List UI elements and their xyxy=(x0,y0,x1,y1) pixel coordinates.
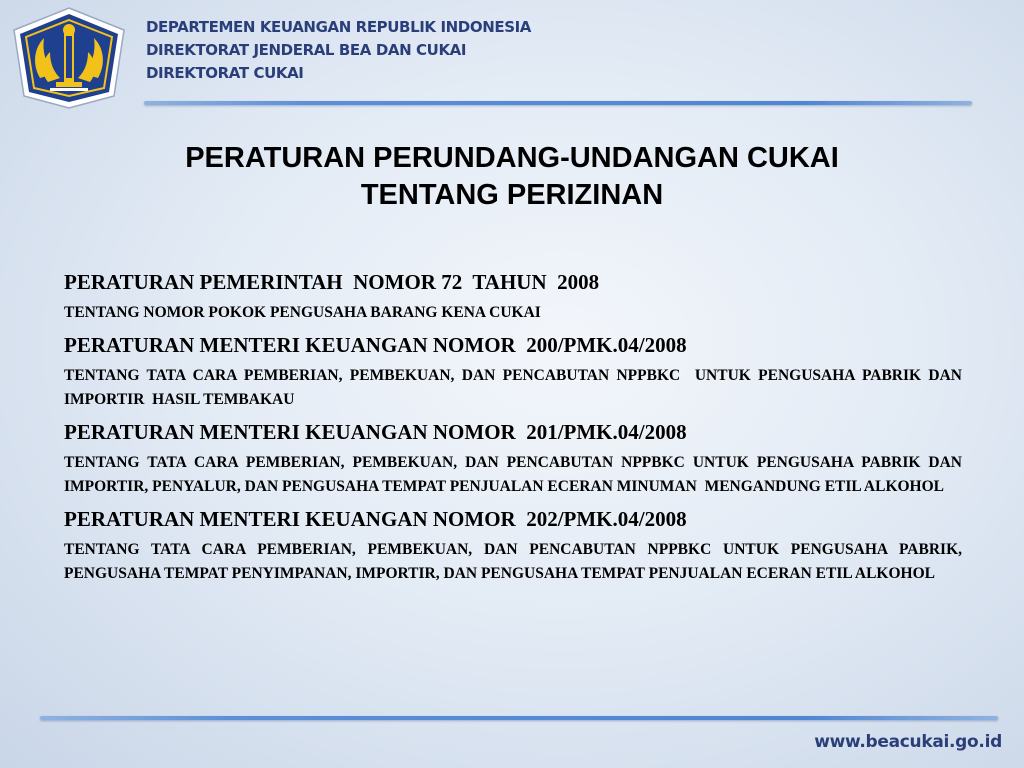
regulation-item xyxy=(64,418,966,499)
regulation-list xyxy=(64,268,966,586)
header-directorate-general: DIREKTORAT JENDERAL BEA DAN CUKAI xyxy=(146,41,467,59)
website-url[interactable]: www.beacukai.go.id xyxy=(814,732,1002,752)
bottom-divider xyxy=(40,716,998,720)
regulation-heading: PERATURAN MENTERI KEUANGAN NOMOR 201/PMK.04/2008 xyxy=(64,420,687,444)
regulation-heading: PERATURAN MENTERI KEUANGAN NOMOR 202/PMK.04/2008 xyxy=(64,507,687,531)
regulation-description: TENTANG TATA CARA PEMBERIAN, PEMBEKUAN, DAN PENCABUTAN NPPBKC UNTUK PENGUSAHA PABRIK DAN IMPORTIR HASIL TEMBAKAU xyxy=(64,367,966,408)
regulation-item xyxy=(64,505,966,586)
top-divider xyxy=(144,101,972,105)
slide-title xyxy=(0,140,1024,214)
regulation-item xyxy=(64,331,966,412)
kemenkeu-logo-icon xyxy=(10,6,128,110)
header-ministry: DEPARTEMEN KEUANGAN REPUBLIK INDONESIA xyxy=(146,18,531,36)
header-directorate: DIREKTORAT CUKAI xyxy=(146,64,304,82)
regulation-description: TENTANG NOMOR POKOK PENGUSAHA BARANG KENA CUKAI xyxy=(64,304,541,321)
regulation-item xyxy=(64,268,962,325)
slide-title-line-1: PERATURAN PERUNDANG-UNDANGAN CUKAI xyxy=(185,142,839,174)
regulation-description: TENTANG TATA CARA PEMBERIAN, PEMBEKUAN, DAN PENCABUTAN NPPBKC UNTUK PENGUSAHA PABRIK DAN IMPORTIR, PENYALUR, DAN PENGUSAHA TEMPAT PENJUALAN ECERAN MINUMAN MENGANDUNG ETIL ALKOHOL xyxy=(64,454,966,495)
regulation-heading: PERATURAN PEMERINTAH NOMOR 72 TAHUN 2008 xyxy=(64,270,600,294)
institution-header xyxy=(146,16,531,85)
slide-title-line-2: TENTANG PERIZINAN xyxy=(360,179,664,211)
regulation-description: TENTANG TATA CARA PEMBERIAN, PEMBEKUAN, DAN PENCABUTAN NPPBKC UNTUK PENGUSAHA PABRIK, PENGUSAHA TEMPAT PENYIMPANAN, IMPORTIR, DAN PENGUSAHA TEMPAT PENJUALAN ECERAN ETIL ALKOHOL xyxy=(64,541,966,582)
regulation-heading: PERATURAN MENTERI KEUANGAN NOMOR 200/PMK.04/2008 xyxy=(64,333,687,357)
